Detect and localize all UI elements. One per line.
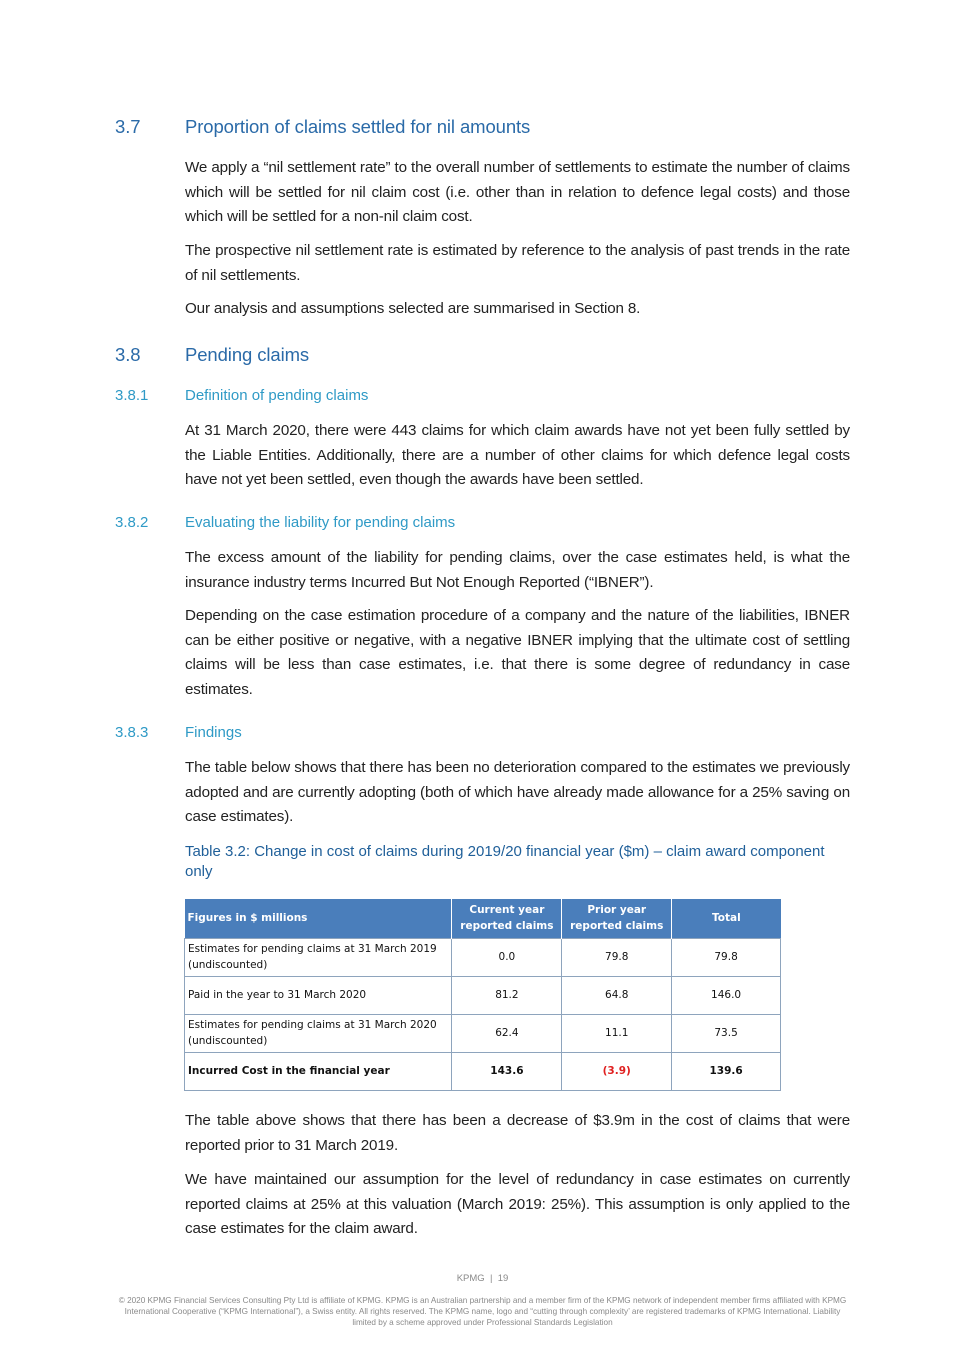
table-cell: 79.8 bbox=[562, 938, 672, 976]
column-header: Figures in $ millions bbox=[185, 899, 452, 938]
section-number: 3.7 bbox=[115, 116, 141, 137]
page-number: KPMG | 19 bbox=[456, 1273, 509, 1284]
column-header: Current year reported claims bbox=[452, 899, 562, 938]
table-row bbox=[185, 976, 781, 1014]
table-cell: 81.2 bbox=[452, 976, 562, 1014]
legal-disclaimer: © 2020 KPMG Financial Services Consulting Pty Ltd is affiliate of KPMG. KPMG is an Australian partnership and a member firm of the KPMG network of independent member firms affiliated with KPMG International Cooperative (“KPMG International”), a Swiss entity. All rights reserved. The KPMG name, logo and “cutting through complexity’ are registered trademarks of KPMG International. Liability limited by a scheme approved under Professional Standards Legislation bbox=[118, 1296, 847, 1327]
section-title: Pending claims bbox=[185, 344, 310, 365]
paragraph: We apply a “nil settlement rate” to the overall number of settlements to estimate the number of claims which will be settled for nil claim cost (i.e. other than in relation to defence legal costs) and those which will be settled for a non-nil claim cost. bbox=[185, 159, 850, 225]
table-cell: 139.6 bbox=[672, 1052, 781, 1090]
table-cell: 64.8 bbox=[562, 976, 672, 1014]
table-cell: 79.8 bbox=[672, 938, 781, 976]
subsection-number: 3.8.1 bbox=[115, 387, 149, 404]
row-label: Paid in the year to 31 March 2020 bbox=[185, 976, 452, 1014]
row-label: Estimates for pending claims at 31 March 2020 (undiscounted) bbox=[185, 1014, 452, 1052]
paragraph: The excess amount of the liability for pending claims, over the case estimates held, is what the insurance industry terms Incurred But Not Enough Reported (“IBNER”). bbox=[185, 549, 850, 591]
paragraph: The table below shows that there has been no deterioration compared to the estimates we previously adopted and are currently adopting (both of which have already made allowance for a 25% saving on case estimates). bbox=[185, 759, 850, 825]
table-row bbox=[185, 938, 781, 976]
paragraph: The table above shows that there has been a decrease of $3.9m in the cost of claims that were reported prior to 31 March 2019. bbox=[185, 1112, 850, 1154]
subsection-number: 3.8.3 bbox=[115, 724, 149, 741]
section-number: 3.8 bbox=[115, 344, 141, 365]
claims-cost-table bbox=[184, 899, 781, 1091]
negative-value-cell: (3.9) bbox=[562, 1052, 672, 1090]
subsection-title: Evaluating the liability for pending claims bbox=[185, 514, 456, 531]
row-label: Estimates for pending claims at 31 March 2019 (undiscounted) bbox=[185, 938, 452, 976]
subsection-number: 3.8.2 bbox=[115, 514, 149, 531]
table-cell: 0.0 bbox=[452, 938, 562, 976]
column-header: Prior year reported claims bbox=[562, 899, 672, 938]
paragraph: The prospective nil settlement rate is estimated by reference to the analysis of past trends in the rate of nil settlements. bbox=[185, 242, 850, 284]
table-cell: 11.1 bbox=[562, 1014, 672, 1052]
paragraph: Depending on the case estimation procedure of a company and the nature of the liabilities, IBNER can be either positive or negative, with a negative IBNER implying that the ultimate cost of settling claims will be less than case estimates, i.e. that there is some degree of redundancy in case estimates. bbox=[185, 607, 850, 698]
paragraph: We have maintained our assumption for the level of redundancy in case estimates on currently reported claims at 25% at this valuation (March 2019: 25%). This assumption is only applied to the case estimates for the claim award. bbox=[185, 1171, 850, 1237]
subsection-title: Findings bbox=[185, 724, 242, 741]
subsection-title: Definition of pending claims bbox=[185, 387, 369, 404]
table-caption: Table 3.2: Change in cost of claims during 2019/20 financial year ($m) – claim award component only bbox=[185, 843, 825, 880]
paragraph: Our analysis and assumptions selected are summarised in Section 8. bbox=[185, 300, 641, 317]
table-header-row bbox=[185, 899, 781, 938]
table-cell: 73.5 bbox=[672, 1014, 781, 1052]
column-header: Total bbox=[672, 899, 781, 938]
table-cell: 62.4 bbox=[452, 1014, 562, 1052]
table-cell: 143.6 bbox=[452, 1052, 562, 1090]
table-cell: 146.0 bbox=[672, 976, 781, 1014]
section-title: Proportion of claims settled for nil amounts bbox=[185, 116, 531, 137]
table-total-row bbox=[185, 1052, 781, 1090]
row-label: Incurred Cost in the financial year bbox=[185, 1052, 452, 1090]
paragraph: At 31 March 2020, there were 443 claims for which claim awards have not yet been fully settled by the Liable Entities. Additionally, there are a number of other claims for which defence legal costs have not yet been settled, even though the awards have been settled. bbox=[185, 422, 850, 488]
table-row bbox=[185, 1014, 781, 1052]
